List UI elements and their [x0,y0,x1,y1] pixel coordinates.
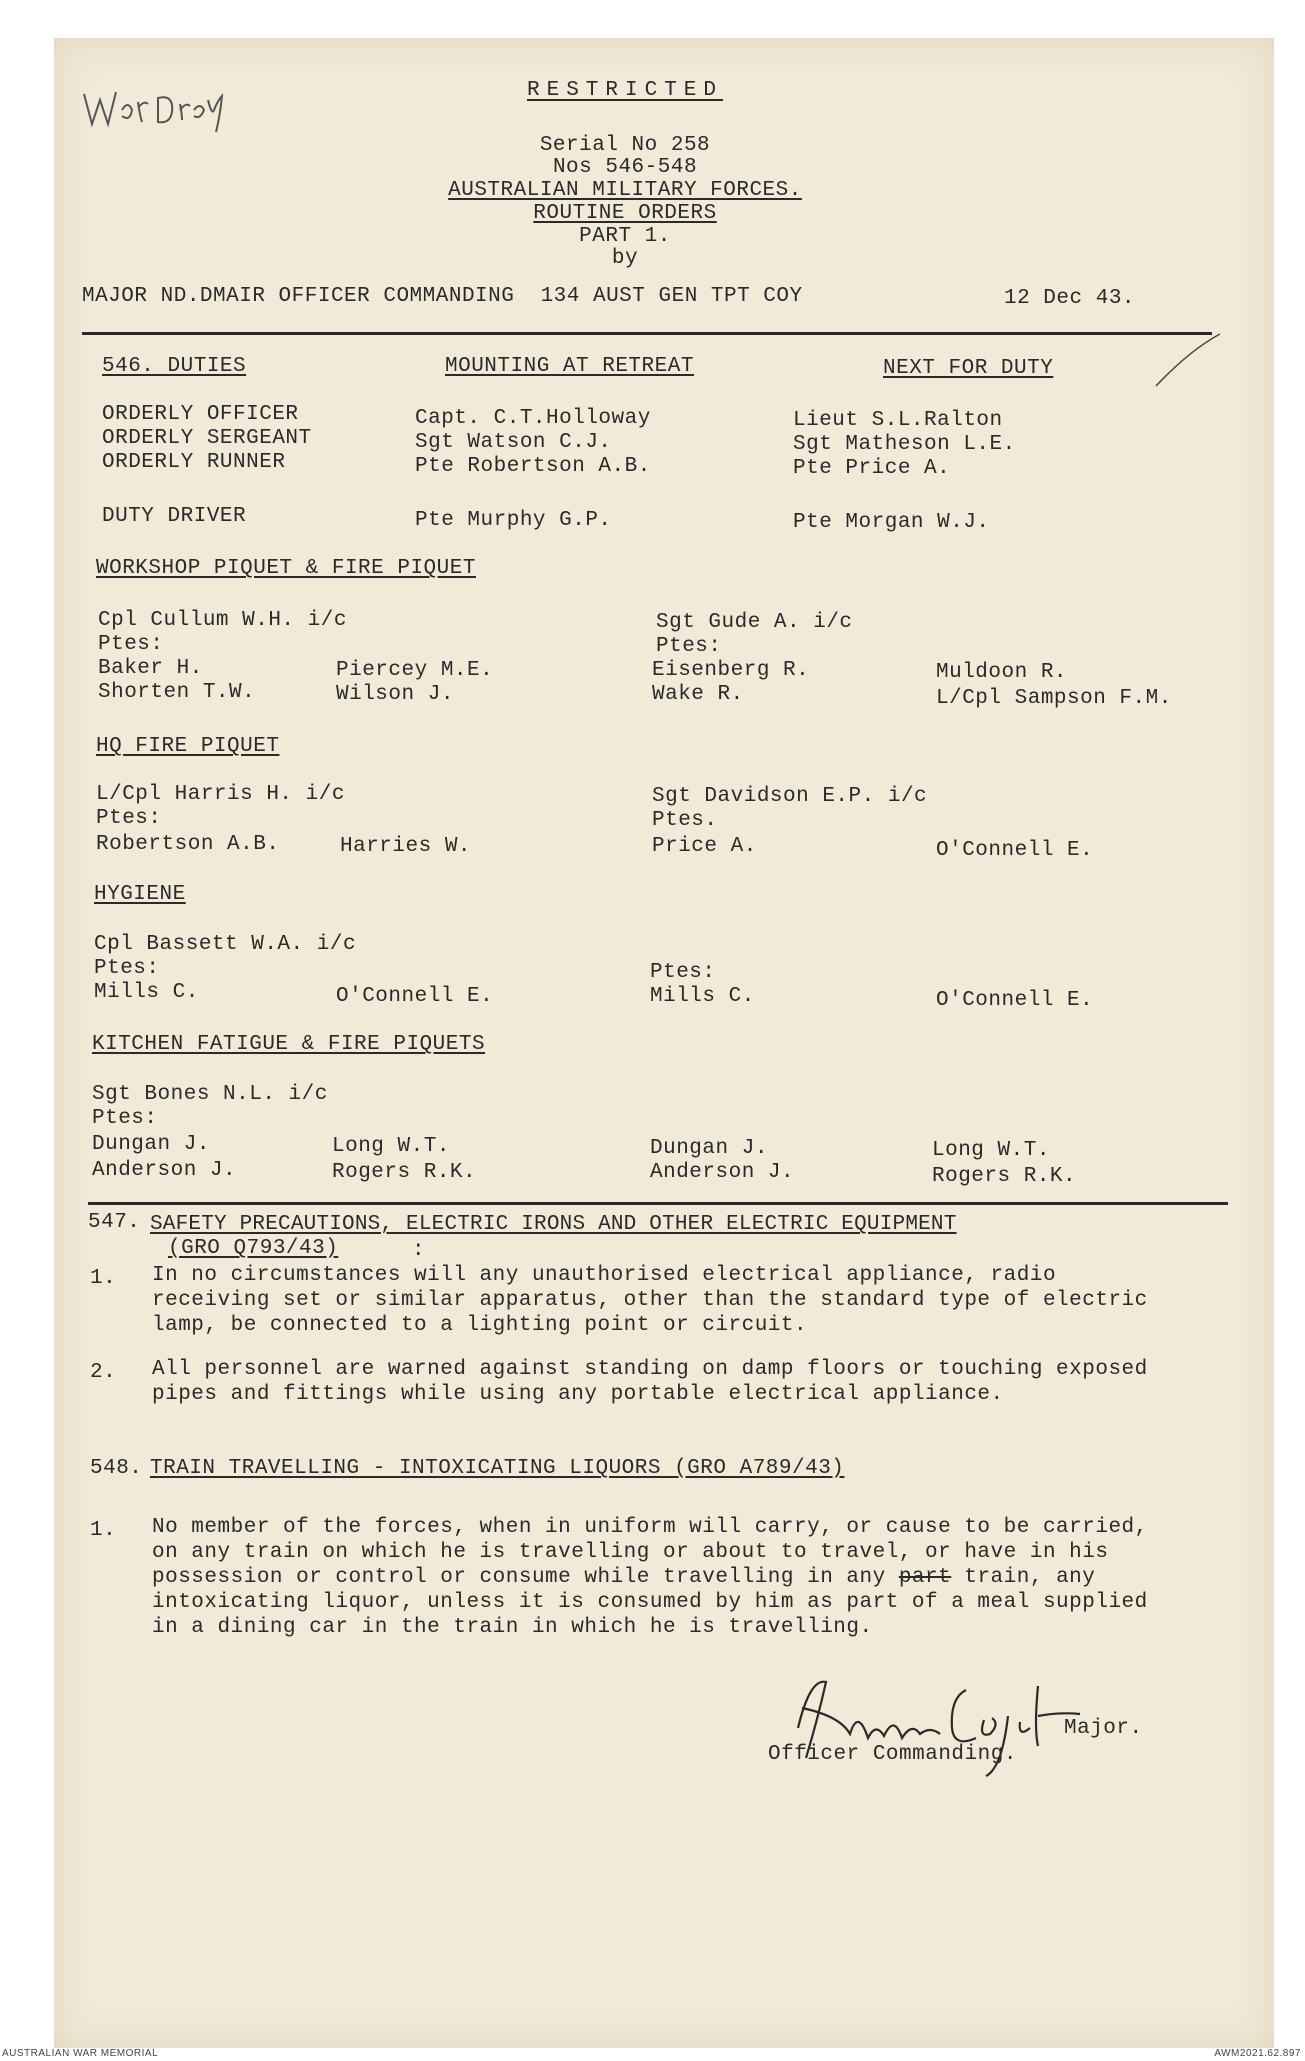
order-547-item-text: In no circumstances will any unauthorised electrical appliance, radio receiving set or similar apparatus, other than the standard type of electric lamp, be connected to a lighting point or circuit. [152,1264,1148,1337]
kitchen-left-ic: Sgt Bones N.L. i/c [92,1083,328,1106]
order-548-item-text [152,1515,1182,1640]
signatory-title: Officer Commanding. [768,1743,1017,1766]
classification-marking: RESTRICTED [526,79,724,102]
workshop-name: Muldoon R. [936,661,1068,684]
hq-heading: HQ FIRE PIQUET [96,735,280,758]
kitchen-name: Rogers R.K. [332,1161,477,1184]
order-date: 12 Dec 43. [1004,287,1136,310]
workshop-name: Eisenberg R. [652,659,810,682]
order-547-colon: : [412,1239,426,1262]
duties-heading: 546. DUTIES [102,355,247,378]
order-547-item-text: All personnel are warned against standing on damp floors or touching exposed pipes and fittings while using any portable electrical appliance. [152,1358,1148,1406]
workshop-left-ic: Cpl Cullum W.H. i/c [98,609,347,632]
signatory-rank: Major. [1064,1717,1143,1740]
workshop-name: Shorten T.W. [98,681,256,704]
by-label: by [611,247,639,270]
order-548-title: TRAIN TRAVELLING - INTOXICATING LIQUORS (GRO A789/43) [150,1457,845,1480]
workshop-right-ptes: Ptes: [656,635,722,658]
duty-mounting: Pte Robertson A.B. [415,455,651,478]
kitchen-name: Anderson J. [650,1161,795,1184]
order-547-reference: (GRO Q793/43) [168,1237,339,1260]
kitchen-name: Long W.T. [932,1139,1050,1162]
hq-left-ptes: Ptes: [96,807,162,830]
duty-next: Lieut S.L.Ralton [793,409,1003,432]
duty-next: Pte Morgan W.J. [793,511,990,534]
hq-right-ic: Sgt Davidson E.P. i/c [652,785,928,808]
next-duty-heading: NEXT FOR DUTY [883,357,1054,380]
kitchen-name: Rogers R.K. [932,1165,1077,1188]
workshop-heading: WORKSHOP PIQUET & FIRE PIQUET [96,557,476,580]
workshop-left-ptes: Ptes: [98,633,164,656]
duty-role: DUTY DRIVER [102,505,247,528]
order-548-text-b: train, any intoxicating liquor, unless it is consumed by him as part of a meal supplied in a dining car in the train in which he is travelling. [152,1566,1148,1639]
duty-next: Sgt Matheson L.E. [793,433,1016,456]
kitchen-heading: KITCHEN FATIGUE & FIRE PIQUETS [92,1033,486,1056]
duty-mounting: Sgt Watson C.J. [415,431,612,454]
footer-accession: AWM2021.62.897 [1214,2048,1301,2059]
order-547-title: SAFETY PRECAUTIONS, ELECTRIC IRONS AND OTHER ELECTRIC EQUIPMENT [150,1213,957,1236]
duty-role: ORDERLY SERGEANT [102,427,312,450]
workshop-right-ic: Sgt Gude A. i/c [656,611,853,634]
hygiene-right-ptes: Ptes: [650,961,716,984]
hq-name: Robertson A.B. [96,833,280,856]
kitchen-name: Dungan J. [92,1133,210,1156]
duty-next: Pte Price A. [793,457,951,480]
handwritten-note [78,80,238,140]
order-547-number: 547. [88,1211,141,1234]
hygiene-left-ic: Cpl Bassett W.A. i/c [94,933,357,956]
hq-name: Price A. [652,835,757,858]
duty-role: ORDERLY OFFICER [102,403,299,426]
hq-name: O'Connell E. [936,839,1094,862]
force-name: AUSTRALIAN MILITARY FORCES. [448,179,802,202]
workshop-name: Baker H. [98,657,203,680]
hygiene-left-ptes: Ptes: [94,957,160,980]
hygiene-name: Mills C. [650,985,755,1008]
mounting-heading: MOUNTING AT RETREAT [445,355,694,378]
corner-stroke [1150,330,1230,390]
kitchen-left-ptes: Ptes: [92,1107,158,1130]
hygiene-heading: HYGIENE [94,883,186,906]
kitchen-name: Dungan J. [650,1137,768,1160]
kitchen-name: Anderson J. [92,1159,237,1182]
hq-left-ic: L/Cpl Harris H. i/c [96,783,345,806]
serial-number: Serial No 258 [539,134,711,157]
hygiene-name: O'Connell E. [936,989,1094,1012]
order-numbers: Nos 546-548 [552,156,698,179]
workshop-name: L/Cpl Sampson F.M. [936,687,1172,710]
order-548-number: 548. [90,1457,143,1480]
duty-mounting: Capt. C.T.Holloway [415,407,651,430]
order-547-item-number: 2. [90,1361,117,1384]
kitchen-name: Long W.T. [332,1135,450,1158]
orders-title: ROUTINE ORDERS [533,202,717,225]
hq-right-ptes: Ptes. [652,809,718,832]
duty-mounting: Pte Murphy G.P. [415,509,612,532]
hygiene-name: O'Connell E. [336,985,494,1008]
order-547-item-number: 1. [90,1267,117,1290]
workshop-name: Piercey M.E. [336,659,494,682]
duty-role: ORDERLY RUNNER [102,451,286,474]
section-rule [88,1202,1228,1205]
issuer-line: MAJOR ND.DMAIR OFFICER COMMANDING 134 AUST GEN TPT COY [82,285,803,308]
part-number: PART 1. [579,225,671,248]
footer-source: AUSTRALIAN WAR MEMORIAL [2,2048,159,2059]
struck-word: part [898,1566,952,1589]
order-548-item-number: 1. [90,1519,117,1542]
workshop-name: Wilson J. [336,683,454,706]
workshop-name: Wake R. [652,683,744,706]
hygiene-name: Mills C. [94,981,199,1004]
hq-name: Harries W. [340,835,472,858]
header-rule [82,332,1212,335]
order-548-text-a: No member of the forces, when in uniform will carry, or cause to be carried, on any train on which he is travelling or about to travel, or have in his possession or control or consume while travelling in any [152,1516,1148,1589]
